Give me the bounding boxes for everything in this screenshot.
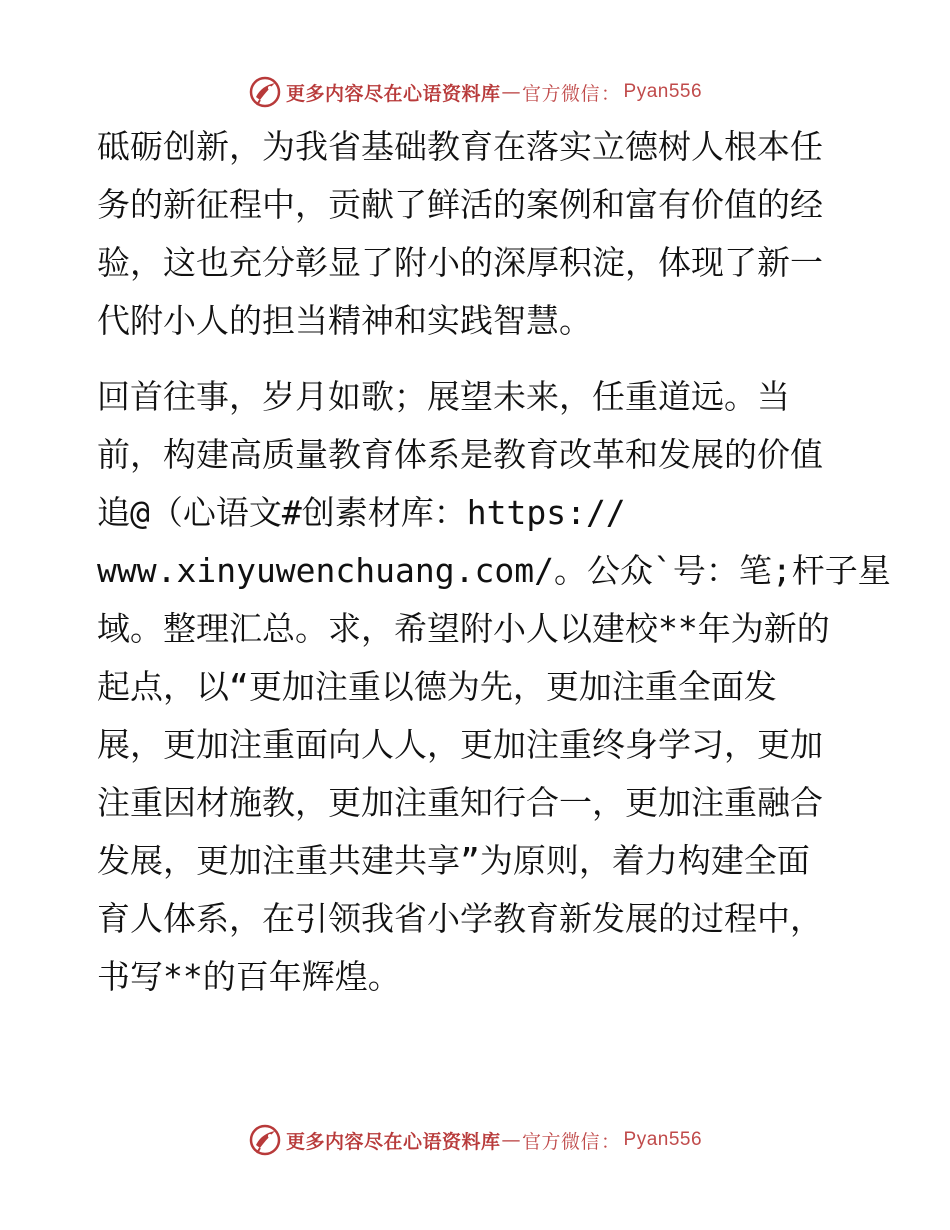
header-dash: — (501, 81, 521, 103)
text-line: 发展，更加注重共建共享”为原则，着力构建全面 (97, 841, 810, 880)
text-line: 务的新征程中，贡献了鲜活的案例和富有价值的经 (97, 185, 823, 224)
footer-brand-text: 更多内容尽在心语资料库 (285, 1130, 501, 1153)
footer-banner (0, 1120, 950, 1160)
brand-logo-icon (248, 1123, 282, 1157)
footer-wechat-label: 官方微信 (521, 1130, 600, 1153)
paragraph-1 (97, 118, 823, 350)
header-separator: ： (601, 82, 621, 105)
paragraph-2 (97, 368, 891, 1006)
text-line: www.xinyuwenchuang.com/。公众`号：笔;杆子星 (97, 551, 891, 590)
text-line: 注重因材施教，更加注重知行合一，更加注重融合 (97, 783, 823, 822)
text-line: 前，构建高质量教育体系是教育改革和发展的价值 (97, 435, 823, 474)
footer-wechat-id: Pyan556 (623, 1129, 703, 1150)
text-line: 展，更加注重面向人人，更加注重终身学习，更加 (97, 725, 823, 764)
text-line: 回首往事，岁月如歌；展望未来，任重道远。当 (97, 377, 790, 416)
text-line: 砥砺创新，为我省基础教育在落实立德树人根本任 (97, 127, 823, 166)
header-banner (0, 72, 950, 112)
brand-logo-icon (248, 75, 282, 109)
text-line: 追@（心语文#创素材库：https:// (97, 493, 626, 532)
header-wechat-id: Pyan556 (623, 81, 703, 102)
text-line: 代附小人的担当精神和实践智慧。 (97, 301, 592, 340)
header-brand-text: 更多内容尽在心语资料库 (285, 82, 501, 105)
header-wechat-label: 官方微信 (521, 82, 600, 105)
text-line: 书写**的百年辉煌。 (97, 957, 401, 996)
text-line: 起点，以“更加注重以德为先，更加注重全面发 (97, 667, 777, 706)
text-line: 验，这也充分彰显了附小的深厚积淀，体现了新一 (97, 243, 823, 282)
text-line: 域。整理汇总。求，希望附小人以建校**年为新的 (97, 609, 830, 648)
text-line: 育人体系，在引领我省小学教育新发展的过程中， (97, 899, 823, 938)
footer-dash: — (501, 1129, 521, 1151)
footer-separator: ： (601, 1130, 621, 1153)
